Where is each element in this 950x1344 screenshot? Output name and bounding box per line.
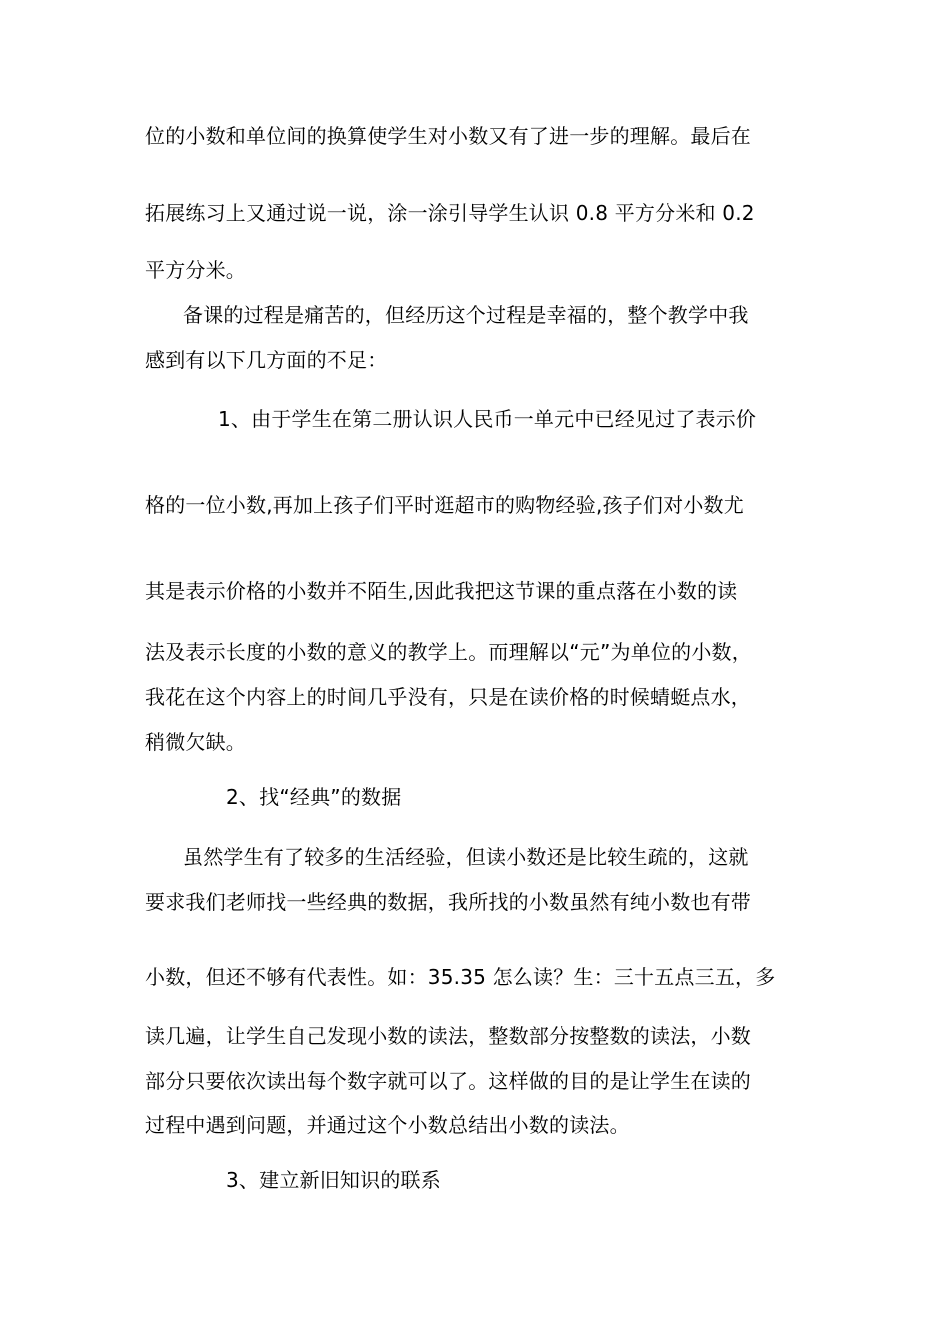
paragraph-line-4: 备课的过程是痛苦的，但经历这个过程是幸福的，整个教学中我 xyxy=(183,303,749,327)
list-item-1-line-1: 1、由于学生在第二册认识人民币一单元中已经见过了表示价 xyxy=(218,407,757,431)
paragraph-line-3: 平方分米。 xyxy=(145,258,246,282)
paragraph-2-line-6: 过程中遇到问题，并通过这个小数总结出小数的读法。 xyxy=(145,1113,630,1137)
list-heading-2: 2、找“经典”的数据 xyxy=(226,785,402,809)
paragraph-2-line-2: 要求我们老师找一些经典的数据，我所找的小数虽然有纯小数也有带 xyxy=(145,890,751,914)
paragraph-2-line-3: 小数，但还不够有代表性。如：35.35 怎么读？生：三十五点三五，多 xyxy=(145,965,776,989)
paragraph-2-line-1: 虽然学生有了较多的生活经验，但读小数还是比较生疏的，这就 xyxy=(183,845,749,869)
paragraph-line-1: 位的小数和单位间的换算使学生对小数又有了进一步的理解。最后在 xyxy=(145,124,751,148)
list-item-1-line-5: 我花在这个内容上的时间几乎没有，只是在读价格的时候蜻蜓点水， xyxy=(145,685,751,709)
paragraph-2-line-4: 读几遍，让学生自己发现小数的读法，整数部分按整数的读法，小数 xyxy=(145,1024,751,1048)
list-item-1-line-3: 其是表示价格的小数并不陌生,因此我把这节课的重点落在小数的读 xyxy=(145,579,738,603)
paragraph-line-2: 拓展练习上又通过说一说，涂一涂引导学生认识 0.8 平方分米和 0.2 xyxy=(145,201,755,225)
paragraph-line-5: 感到有以下几方面的不足： xyxy=(145,348,388,372)
list-heading-3: 3、建立新旧知识的联系 xyxy=(226,1168,441,1192)
paragraph-2-line-5: 部分只要依次读出每个数字就可以了。这样做的目的是让学生在读的 xyxy=(145,1069,751,1093)
list-item-1-line-2: 格的一位小数,再加上孩子们平时逛超市的购物经验,孩子们对小数尤 xyxy=(145,493,744,517)
list-item-1-line-6: 稍微欠缺。 xyxy=(145,730,246,754)
list-item-1-line-4: 法及表示长度的小数的意义的教学上。而理解以“元”为单位的小数， xyxy=(145,640,752,664)
